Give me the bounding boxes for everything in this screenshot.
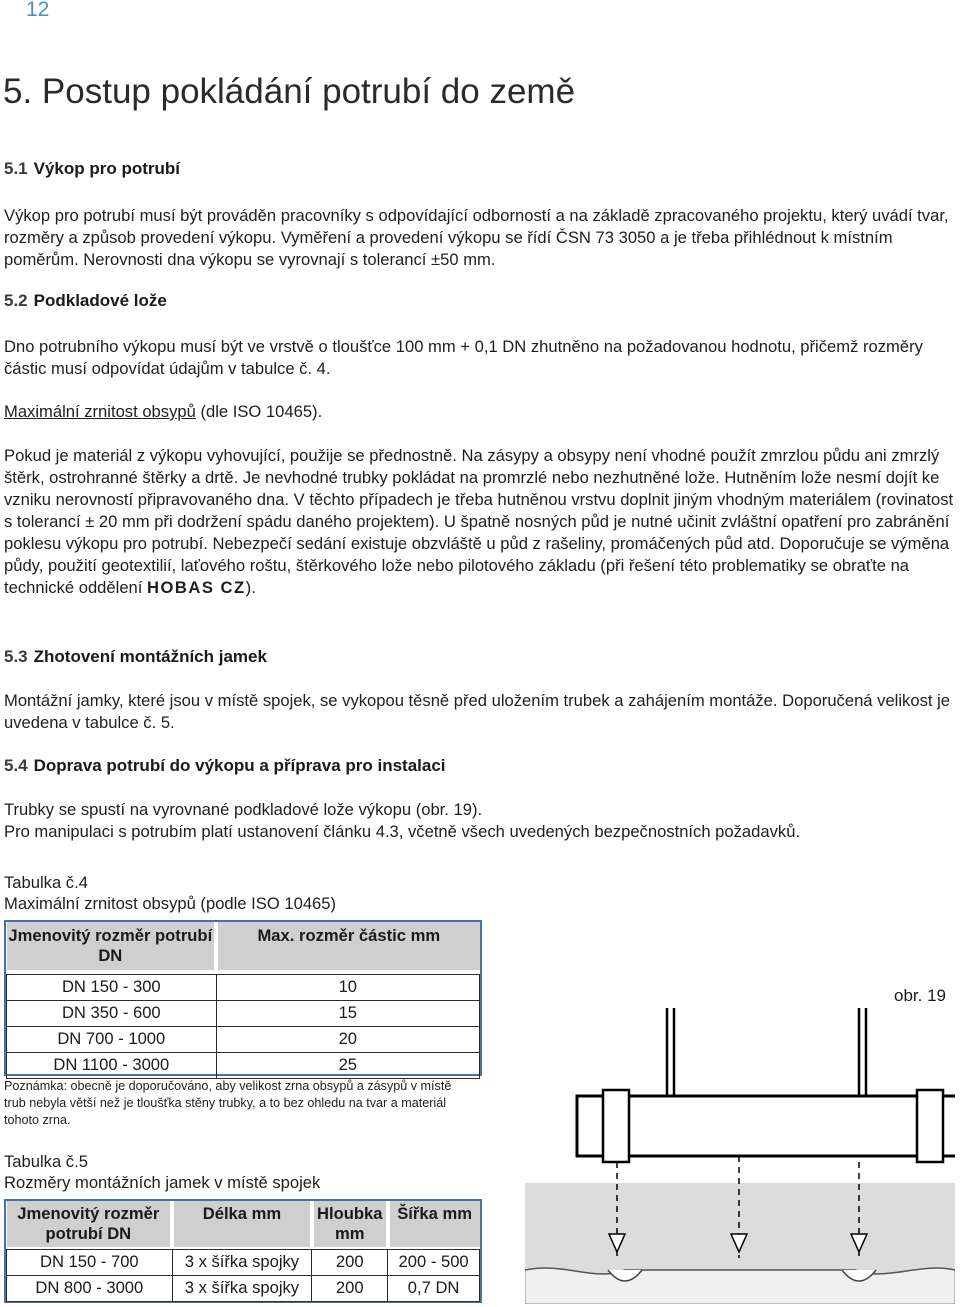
- section-5-2-paragraph-1: Dno potrubního výkopu musí být ve vrstvě o tloušťce 100 mm + 0,1 DN zhutněno na požadovanou hodnotu, přičemž rozměry částic musí odpovídat údajům v tabulce č. 4.: [4, 337, 923, 378]
- section-heading-5-1: [4, 159, 180, 179]
- table4-title: Maximální zrnitost obsypů (podle ISO 10465): [4, 894, 337, 913]
- table4-caption: [4, 872, 336, 914]
- table5-caption: [4, 1151, 320, 1193]
- section-title: Výkop pro potrubí: [33, 159, 181, 178]
- table-cell: DN 700 - 1000: [7, 1026, 217, 1052]
- table5: [6, 1201, 480, 1302]
- figure-label: obr. 19: [894, 986, 946, 1005]
- table5-header-dn: Jmenovitý rozměr potrubí DN: [7, 1201, 173, 1247]
- paragraph-main: Pokud je materiál z výkopu vyhovující, použije se přednostně. Na zásypy a obsypy není vhodné použít zmrzlou půdu ani zmrzlý štěrk, ostrohranné štěrky a drtě. Je nevhodné trubky pokládat na promrzlé nebo nezhutněné lože. Hutněním lože nesmí dojít ke vzniku nerovností připravovaného dna. V těchto případech je třeba hutněnou vrstvu doplnit jiným vhodným materiálem (rovinatost s tolerancí ± 20 mm při dodržení spádu daného projektem). U špatně nosných půd je nutné učinit zvláštní opatření pro zabránění poklesu výkopu pro potrubí. Nebezpečí sedání existuje obzvláště u půd z rašeliny, promáčených půd atd. Doporučuje se výměna půdy, použití geotextilií, laťového roštu, štěrkového lože nebo pilotového základu (při řešení této problematiky se obraťte na technické oddělení: [4, 446, 954, 597]
- section-number: 5.4: [4, 756, 28, 775]
- section-number: 5.3: [4, 647, 28, 666]
- table-cell: DN 150 - 300: [7, 974, 217, 1000]
- section-5-2-paragraph-2: [4, 401, 956, 423]
- section-5-4-text: [4, 799, 956, 843]
- pipe-body: [577, 1096, 955, 1156]
- brand-hobas: HOBAS: [147, 578, 215, 597]
- table-row: [7, 1249, 480, 1275]
- table-cell: 25: [216, 1052, 479, 1078]
- paragraph-end: ).: [245, 578, 256, 597]
- table4: [6, 922, 480, 1079]
- table5-label: Tabulka č.5: [4, 1152, 88, 1171]
- table-cell: 10: [216, 974, 479, 1000]
- table-cell: DN 150 - 700: [7, 1249, 173, 1275]
- section-title: Doprava potrubí do výkopu a příprava pro instalaci: [33, 756, 446, 775]
- page-number: 12: [26, 0, 50, 21]
- section-heading-5-3: [4, 647, 267, 667]
- section-number: 5.1: [4, 159, 28, 178]
- table4-header-max: Max. rozměr částic mm: [216, 922, 479, 970]
- section-number: 5.2: [4, 291, 28, 310]
- section-5-2-paragraph-3: [4, 445, 956, 599]
- pipe-coupling-left: [603, 1090, 629, 1162]
- table5-header-length: Délka mm: [172, 1201, 312, 1247]
- table-cell: 200: [312, 1249, 388, 1275]
- table-row: [7, 1000, 480, 1026]
- table-cell: 3 x šířka spojky: [172, 1249, 312, 1275]
- section-title: Zhotovení montážních jamek: [33, 647, 267, 666]
- section-heading-5-4: [4, 756, 446, 776]
- table-cell: 0,7 DN: [388, 1275, 480, 1301]
- table5-header-width: Šířka mm: [388, 1201, 480, 1247]
- table4-note: Poznámka: obecně je doporučováno, aby velikost zrna obsypů a zásypů v místě trub nebyla větší než je tloušťka stěny trubky, a to bez ohledu na tvar a materiál tohoto zrna.: [4, 1079, 452, 1127]
- table-cell: 15: [216, 1000, 479, 1026]
- paragraph-rest: (dle ISO 10465).: [195, 402, 323, 421]
- table-cell: DN 350 - 600: [7, 1000, 217, 1026]
- table-cell: DN 1100 - 3000: [7, 1052, 217, 1078]
- table-cell: 200 - 500: [388, 1249, 480, 1275]
- table-cell: 200: [312, 1275, 388, 1301]
- table-cell: 20: [216, 1026, 479, 1052]
- table4-label: Tabulka č.4: [4, 873, 88, 892]
- table-row: [7, 974, 480, 1000]
- table4-header-dn: Jmenovitý rozměr potrubí DN: [7, 922, 217, 970]
- table-row: [7, 1275, 480, 1301]
- brand-cz: CZ: [214, 578, 246, 597]
- table5-header-depth: Hloubka mm: [312, 1201, 388, 1247]
- table-row: [7, 1052, 480, 1078]
- table-cell: DN 800 - 3000: [7, 1275, 173, 1301]
- figure-pipe-lowering: [525, 1008, 955, 1304]
- section-5-3-text: Montážní jamky, které jsou v místě spojek, se vykopou těsně před uložením trubek a zahájením montáže. Doporučená velikost je uvedena v tabulce č. 5.: [4, 691, 951, 732]
- section-title: Podkladové lože: [33, 291, 167, 310]
- chapter-title: 5. Postup pokládání potrubí do země: [3, 72, 576, 111]
- section-5-4-line-2: Pro manipulaci s potrubím platí ustanovení článku 4.3, včetně všech uvedených bezpečnostních požadavků.: [4, 822, 801, 841]
- table5-title: Rozměry montážních jamek v místě spojek: [4, 1173, 321, 1192]
- section-5-1-text: Výkop pro potrubí musí být prováděn pracovníky s odpovídající odborností a na základě zpracovaného projektu, který uvádí tvar, rozměry a způsob provedení výkopu. Vyměření a provedení výkopu se řídí ČSN 73 3050 a je třeba přihlédnout k místním poměrům. Nerovnosti dna výkopu se vyrovnají s tolerancí ±50 mm.: [4, 206, 949, 269]
- table-cell: 3 x šířka spojky: [172, 1275, 312, 1301]
- pipe-coupling-right: [917, 1090, 943, 1162]
- section-5-4-line-1: Trubky se spustí na vyrovnané podkladové lože výkopu (obr. 19).: [4, 800, 483, 819]
- underlined-phrase: Maximální zrnitost obsypů: [4, 402, 196, 421]
- table-row: [7, 1026, 480, 1052]
- section-heading-5-2: [4, 291, 167, 311]
